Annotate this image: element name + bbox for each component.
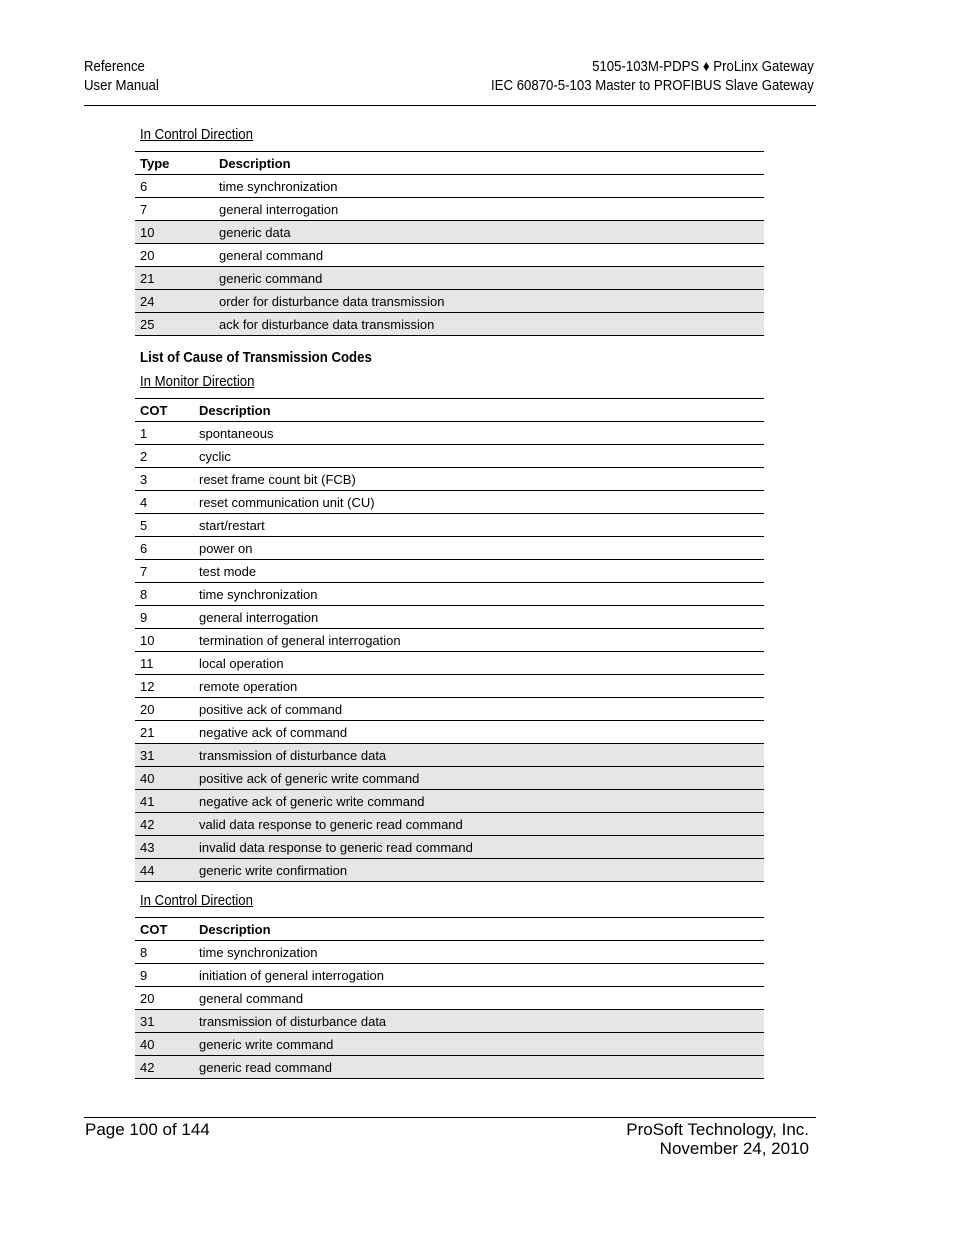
code-cell: 20 (135, 244, 214, 267)
description-cell: valid data response to generic read command (194, 813, 764, 836)
table-row (135, 491, 764, 514)
footer-right (626, 1120, 809, 1158)
code-cell: 8 (135, 941, 194, 964)
table-row (135, 290, 764, 313)
table-header-row (135, 918, 764, 941)
code-cell: 11 (135, 652, 194, 675)
table-row (135, 767, 764, 790)
description-cell: start/restart (194, 514, 764, 537)
header-product-subtitle: IEC 60870-5-103 Master to PROFIBUS Slave Gateway (491, 77, 814, 94)
table-row (135, 1033, 764, 1056)
description-cell: generic write confirmation (194, 859, 764, 882)
description-cell: general interrogation (194, 606, 764, 629)
description-cell: generic command (214, 267, 764, 290)
table-row (135, 445, 764, 468)
table-row (135, 964, 764, 987)
code-cell: 1 (135, 422, 194, 445)
description-cell: invalid data response to generic read command (194, 836, 764, 859)
code-cell: 42 (135, 1056, 194, 1079)
table-row (135, 514, 764, 537)
table-row (135, 859, 764, 882)
code-cell: 21 (135, 721, 194, 744)
code-cell: 8 (135, 583, 194, 606)
description-cell: order for disturbance data transmission (214, 290, 764, 313)
code-cell: 10 (135, 629, 194, 652)
table-row (135, 267, 764, 290)
code-cell: 5 (135, 514, 194, 537)
type-control-heading: In Control Direction (140, 126, 253, 143)
description-cell: spontaneous (194, 422, 764, 445)
column-header-type: Type (135, 152, 214, 175)
code-cell: 6 (135, 175, 214, 198)
code-cell: 43 (135, 836, 194, 859)
code-cell: 40 (135, 1033, 194, 1056)
code-cell: 12 (135, 675, 194, 698)
description-cell: time synchronization (214, 175, 764, 198)
table-header-row (135, 152, 764, 175)
code-cell: 25 (135, 313, 214, 336)
code-cell: 9 (135, 606, 194, 629)
description-cell: transmission of disturbance data (194, 744, 764, 767)
table-row (135, 698, 764, 721)
table-row (135, 652, 764, 675)
column-header-cot: COT (135, 399, 194, 422)
table-row (135, 583, 764, 606)
table-row (135, 221, 764, 244)
footer-divider (84, 1117, 816, 1118)
table-row (135, 244, 764, 267)
description-cell: reset frame count bit (FCB) (194, 468, 764, 491)
description-cell: test mode (194, 560, 764, 583)
table-row (135, 629, 764, 652)
column-header-description: Description (194, 918, 764, 941)
code-cell: 24 (135, 290, 214, 313)
description-cell: general command (214, 244, 764, 267)
cot-monitor-table (135, 398, 764, 882)
code-cell: 41 (135, 790, 194, 813)
table-row (135, 560, 764, 583)
table-row (135, 813, 764, 836)
table-row (135, 721, 764, 744)
description-cell: ack for disturbance data transmission (214, 313, 764, 336)
table-row (135, 175, 764, 198)
code-cell: 42 (135, 813, 194, 836)
company-name: ProSoft Technology, Inc. (626, 1120, 809, 1139)
column-header-description: Description (194, 399, 764, 422)
page-number: Page 100 of 144 (85, 1120, 210, 1139)
code-cell: 44 (135, 859, 194, 882)
header-manual-label: User Manual (84, 77, 159, 94)
table-header-row (135, 399, 764, 422)
code-cell: 21 (135, 267, 214, 290)
code-cell: 7 (135, 198, 214, 221)
cot-control-table (135, 917, 764, 1079)
code-cell: 3 (135, 468, 194, 491)
description-cell: negative ack of generic write command (194, 790, 764, 813)
code-cell: 20 (135, 987, 194, 1010)
table-row (135, 537, 764, 560)
description-cell: positive ack of generic write command (194, 767, 764, 790)
header-divider (84, 105, 816, 106)
cot-monitor-heading: In Monitor Direction (140, 373, 255, 390)
cot-section-title: List of Cause of Transmission Codes (140, 349, 372, 366)
table-row (135, 313, 764, 336)
description-cell: remote operation (194, 675, 764, 698)
column-header-description: Description (214, 152, 764, 175)
code-cell: 2 (135, 445, 194, 468)
description-cell: generic data (214, 221, 764, 244)
table-row (135, 744, 764, 767)
table-row (135, 1010, 764, 1033)
header-section-label: Reference (84, 58, 145, 75)
code-cell: 31 (135, 744, 194, 767)
column-header-cot: COT (135, 918, 194, 941)
table-row (135, 836, 764, 859)
description-cell: general interrogation (214, 198, 764, 221)
description-cell: time synchronization (194, 941, 764, 964)
description-cell: reset communication unit (CU) (194, 491, 764, 514)
header-left (84, 57, 159, 95)
table-row (135, 422, 764, 445)
code-cell: 7 (135, 560, 194, 583)
code-cell: 9 (135, 964, 194, 987)
cot-control-heading: In Control Direction (140, 892, 253, 909)
description-cell: negative ack of command (194, 721, 764, 744)
table-row (135, 987, 764, 1010)
description-cell: time synchronization (194, 583, 764, 606)
table-row (135, 606, 764, 629)
header-right (491, 57, 814, 95)
code-cell: 40 (135, 767, 194, 790)
description-cell: positive ack of command (194, 698, 764, 721)
code-cell: 4 (135, 491, 194, 514)
header-product-title: 5105-103M-PDPS ♦ ProLinx Gateway (592, 58, 814, 75)
description-cell: cyclic (194, 445, 764, 468)
type-control-table (135, 151, 764, 336)
table-row (135, 1056, 764, 1079)
description-cell: general command (194, 987, 764, 1010)
description-cell: termination of general interrogation (194, 629, 764, 652)
table-row (135, 198, 764, 221)
table-row (135, 790, 764, 813)
code-cell: 6 (135, 537, 194, 560)
document-date: November 24, 2010 (659, 1139, 809, 1158)
description-cell: local operation (194, 652, 764, 675)
table-row (135, 468, 764, 491)
code-cell: 31 (135, 1010, 194, 1033)
code-cell: 20 (135, 698, 194, 721)
description-cell: generic write command (194, 1033, 764, 1056)
description-cell: transmission of disturbance data (194, 1010, 764, 1033)
table-row (135, 675, 764, 698)
code-cell: 10 (135, 221, 214, 244)
table-row (135, 941, 764, 964)
description-cell: power on (194, 537, 764, 560)
description-cell: initiation of general interrogation (194, 964, 764, 987)
description-cell: generic read command (194, 1056, 764, 1079)
